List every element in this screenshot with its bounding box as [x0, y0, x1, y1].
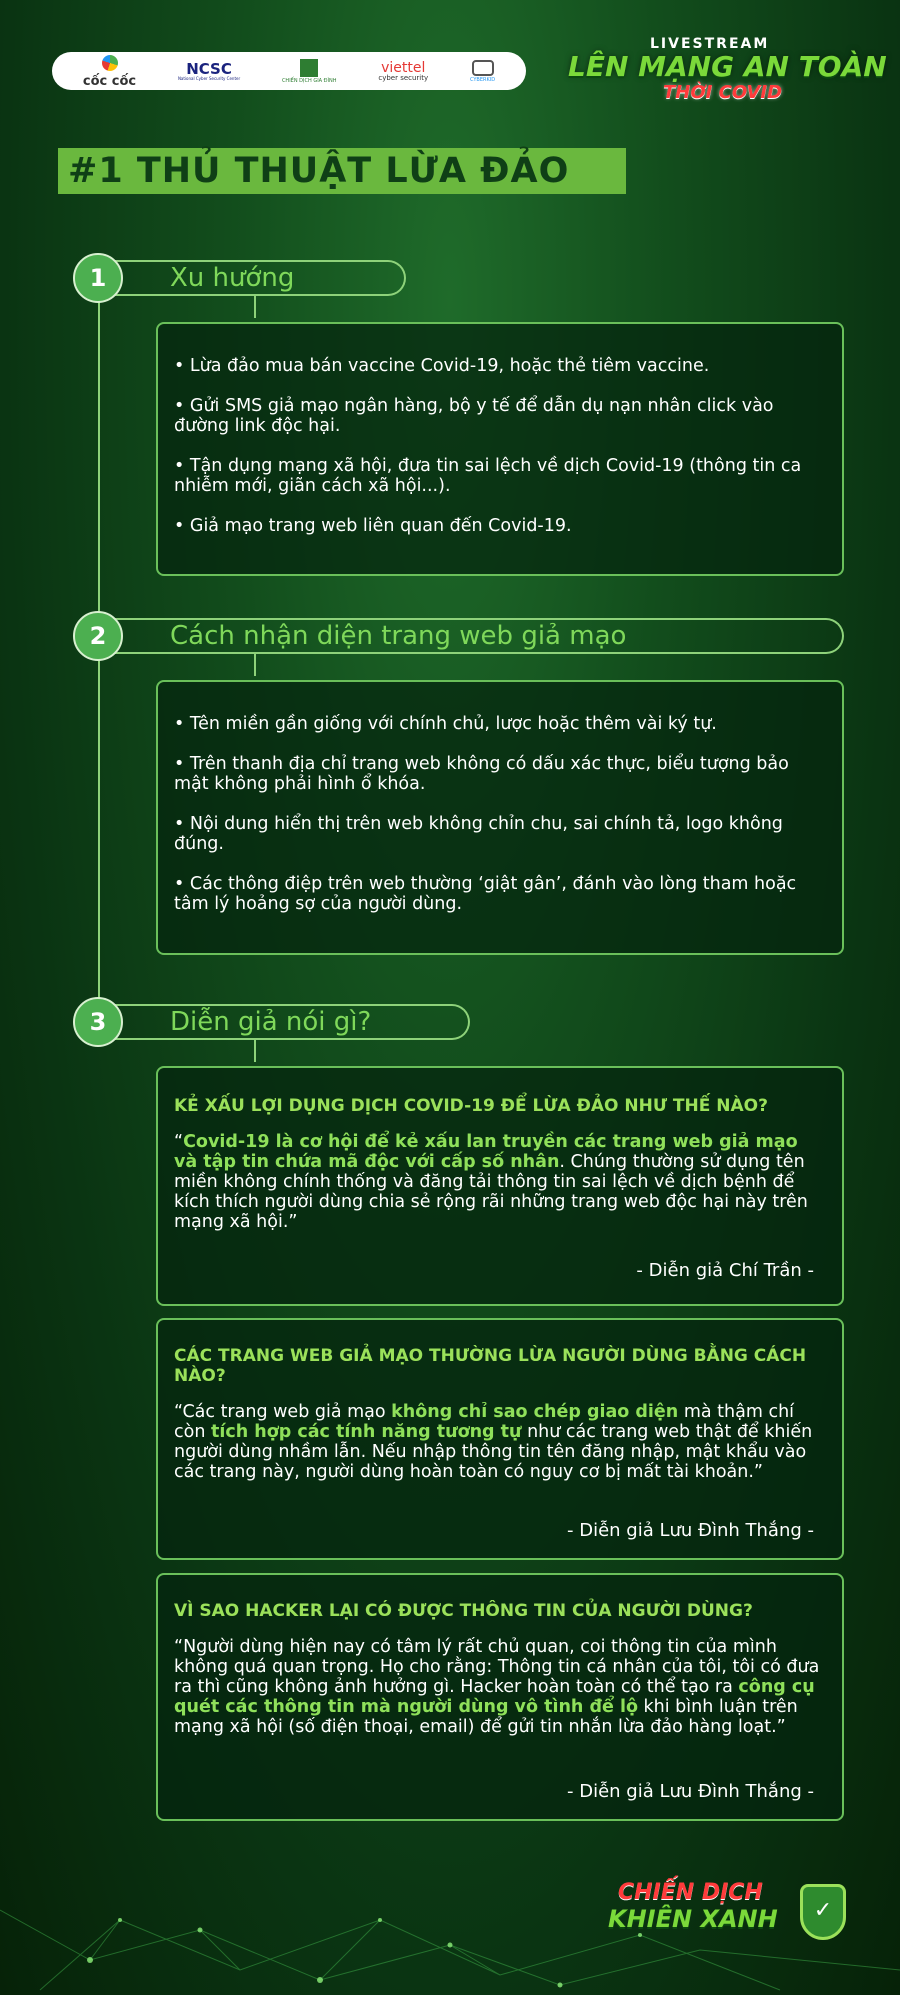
quote-part: mà thậm chí còn: [174, 1402, 795, 1442]
section-1-card: [156, 322, 844, 576]
list-item: • Tận dụng mạng xã hội, đưa tin sai lệch về dịch Covid-19 (thông tin ca nhiễm mới, giãn cách xã hội...).: [174, 456, 802, 496]
quote-card-3: [156, 1573, 844, 1821]
section-3-number: 3: [73, 997, 123, 1047]
quote-part: “: [174, 1132, 184, 1152]
list-item: • Lừa đảo mua bán vaccine Covid-19, hoặc thẻ tiêm vaccine.: [174, 356, 710, 376]
section-3-connector: [254, 1040, 256, 1062]
quote-speaker: - Diễn giả Lưu Đình Thắng -: [567, 1781, 814, 1802]
quote-highlight: không chỉ sao chép giao diện: [391, 1402, 679, 1422]
section-2-title: Cách nhận diện trang web giả mạo: [170, 621, 627, 651]
chien-dich-gia-dinh-logo: [282, 59, 337, 84]
section-3-title-pill: [98, 1004, 470, 1040]
coccoc-icon: [102, 55, 118, 71]
livestream-label: LIVESTREAM: [650, 36, 770, 52]
partner-logo-bar: [52, 52, 526, 90]
family-icon: [300, 59, 318, 77]
section-2-number: 2: [73, 611, 123, 661]
quote-part: “Người dùng hiện nay có tâm lý rất chủ quan, coi thông tin của mình không quá quan trọng. Họ cho rằng: Thông tin cá nhân của tôi, tôi có đưa ra thì cũng không ảnh hưởng gì. Hacker hoàn toàn có thể tạo ra: [174, 1637, 820, 1697]
section-1-number: 1: [73, 253, 123, 303]
list-item: • Trên thanh địa chỉ trang web không có dấu xác thực, biểu tượng bảo mật không phải hình ổ khóa.: [174, 754, 789, 794]
quote-highlight: tích hợp các tính năng tương tự: [210, 1422, 522, 1442]
viettel-logo: [378, 61, 428, 82]
quote-part: như các trang web thật để khiến người dùng nhầm lẫn. Nếu nhập thông tin tên đăng nhập, mật khẩu vào các trang này, người dùng hoàn toàn có nguy cơ bị mất tài khoản.”: [174, 1422, 813, 1482]
quote-question: VÌ SAO HACKER LẠI CÓ ĐƯỢC THÔNG TIN CỦA NGƯỜI DÙNG?: [174, 1601, 753, 1621]
section-2-card: [156, 680, 844, 955]
coccoc-logo: [83, 55, 136, 88]
quote-part: khi bình luận trên mạng xã hội (số điện thoại, email) để gửi tin nhắn lừa đảo hàng loạt.”: [174, 1697, 798, 1737]
list-item: • Giả mạo trang web liên quan đến Covid-19.: [174, 516, 572, 536]
quote-text: [174, 1402, 826, 1482]
list-item: • Các thông điệp trên web thường ‘giật gân’, đánh vào lòng tham hoặc tâm lý hoảng sợ của người dùng.: [174, 874, 797, 914]
cyberkid-logo: [470, 60, 495, 83]
list-item: • Tên miền gần giống với chính chủ, lược hoặc thêm vài ký tự.: [174, 714, 717, 734]
quote-part: . Chúng thường sử dụng tên miền không chính thống và đăng tải thông tin sai lệch về dịch bệnh để kích thích người dùng chia sẻ rộng rãi những trang web độc hại này trên mạng xã hội.”: [174, 1152, 808, 1232]
quote-text: [174, 1132, 826, 1232]
list-item: • Gửi SMS giả mạo ngân hàng, bộ y tế để dẫn dụ nạn nhân click vào đường link độc hại.: [174, 396, 774, 436]
quote-card-2: [156, 1318, 844, 1560]
shield-check-icon: ✓: [800, 1884, 846, 1940]
quote-speaker: - Diễn giả Chí Trần -: [636, 1260, 814, 1281]
viettel-logo-sub: cyber security: [378, 73, 429, 82]
cyberkid-logo-sub: CYBERKID: [469, 76, 496, 83]
campaign-badge-line1: CHIẾN DỊCH: [618, 1880, 763, 1905]
ncsc-logo: [177, 59, 241, 81]
ncsc-logo-text: NCSC: [186, 59, 232, 78]
coccoc-logo-text: cốc cốc: [82, 73, 137, 89]
cg-logo-sub: CHIẾN DỊCH GIA ĐÌNH: [281, 77, 337, 84]
section-1-title: Xu hướng: [170, 263, 295, 293]
section-3-title: Diễn giả nói gì?: [170, 1007, 372, 1037]
quote-part: “Các trang web giả mạo: [174, 1402, 392, 1422]
quote-speaker: - Diễn giả Lưu Đình Thắng -: [567, 1520, 814, 1541]
quote-question: CÁC TRANG WEB GIẢ MẠO THƯỜNG LỪA NGƯỜI DÙNG BẰNG CÁCH NÀO?: [174, 1346, 807, 1386]
section-2-connector: [254, 654, 256, 676]
quote-highlight: Covid-19 là cơ hội để kẻ xấu lan truyền các trang web giả mạo và tập tin chứa mã độc với cấp số nhân: [174, 1132, 798, 1172]
livestream-title: LÊN MẠNG AN TOÀN: [568, 50, 887, 83]
quote-highlight: công cụ quét các thông tin mà người dùng vô tình để lộ: [174, 1677, 815, 1717]
livestream-subtitle: THỜI COVID: [663, 82, 783, 103]
ncsc-logo-sub: National Cyber Security Center: [177, 75, 241, 81]
robot-icon: [472, 60, 494, 76]
section-1-connector: [254, 296, 256, 318]
campaign-badge-line2: KHIÊN XANH: [608, 1905, 778, 1933]
quote-text: [174, 1637, 826, 1737]
viettel-logo-text: viettel: [381, 59, 426, 76]
page-title: #1 THỦ THUẬT LỪA ĐẢO: [58, 148, 626, 194]
list-item: • Nội dung hiển thị trên web không chỉn chu, sai chính tả, logo không đúng.: [174, 814, 783, 854]
campaign-badge: [608, 1880, 778, 1933]
section-1-title-pill: [98, 260, 406, 296]
quote-card-1: [156, 1066, 844, 1306]
quote-question: KẺ XẤU LỢI DỤNG DỊCH COVID-19 ĐỂ LỪA ĐẢO NHƯ THẾ NÀO?: [174, 1096, 768, 1116]
section-2-title-pill: [98, 618, 844, 654]
